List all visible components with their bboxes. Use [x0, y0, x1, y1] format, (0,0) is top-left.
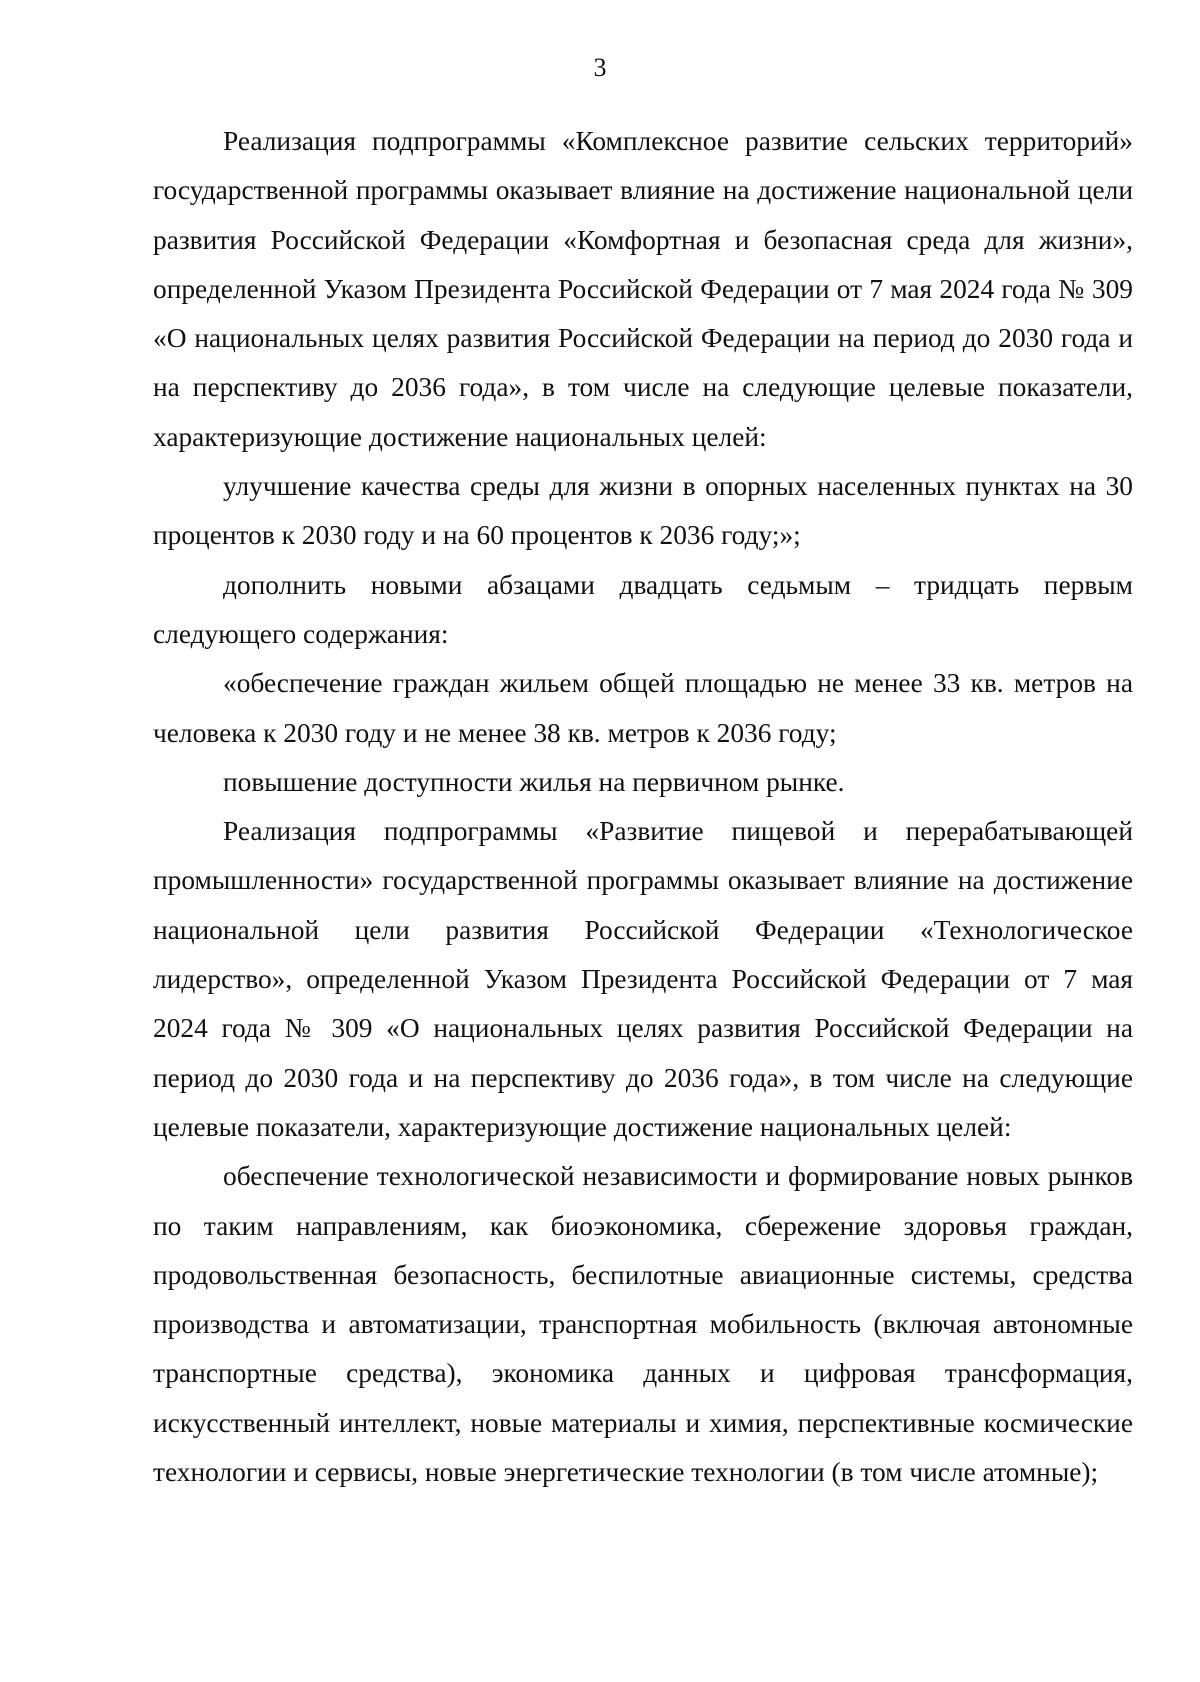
paragraph-technological-independence: обеспечение технологической независимости и формирование новых рынков по таким направлениям, как биоэкономика, сбережение здоровья граждан, продовольственная безопасность, беспилотные авиационные системы, средства производства и автоматизации, транспортная мобильность (включая автономные транспортные средства), экономика данных и цифровая трансформация, искусственный интеллект, новые материалы и химия, перспективные космические технологии и сервисы, новые энергетические технологии (в том числе атомные);	[153, 1161, 1133, 1488]
paragraph-living-environment: улучшение качества среды для жизни в опорных населенных пунктах на 30 процентов к 2030 году и на 60 процентов к 2036 году;»;	[153, 471, 1133, 551]
paragraph-food-industry: Реализация подпрограммы «Развитие пищевой и перерабатывающей промышленности» государственной программы оказывает влияние на достижение национальной цели развития Российской Федерации «Технологическое лидерство», определенной Указом Президента Российской Федерации от 7 мая 2024 года № 309 «О национальных целях развития Российской Федерации на период до 2030 года и на перспективу до 2036 года», в том числе на следующие целевые показатели, характеризующие достижение национальных целей:	[153, 816, 1133, 1142]
paragraph-housing-area: «обеспечение граждан жильем общей площадью не менее 33 кв. метров на человека к 2030 году и не менее 38 кв. метров к 2036 году;	[153, 668, 1133, 748]
document-body	[153, 117, 1133, 1497]
paragraph-housing-affordability: повышение доступности жилья на первичном рынке.	[223, 766, 845, 797]
paragraph-amendment-instruction: дополнить новыми абзацами двадцать седьмым – тридцать первым следующего содержания:	[153, 569, 1133, 649]
paragraph-rural-development: Реализация подпрограммы «Комплексное развитие сельских территорий» государственной программы оказывает влияние на достижение национальной цели развития Российской Федерации «Комфортная и безопасная среда для жизни», определенной Указом Президента Российской Федерации от 7 мая 2024 года № 309 «О национальных целях развития Российской Федерации на период до 2030 года и на перспективу до 2036 года», в том числе на следующие целевые показатели, характеризующие достижение национальных целей:	[153, 126, 1133, 452]
page-number: 3	[593, 53, 607, 82]
